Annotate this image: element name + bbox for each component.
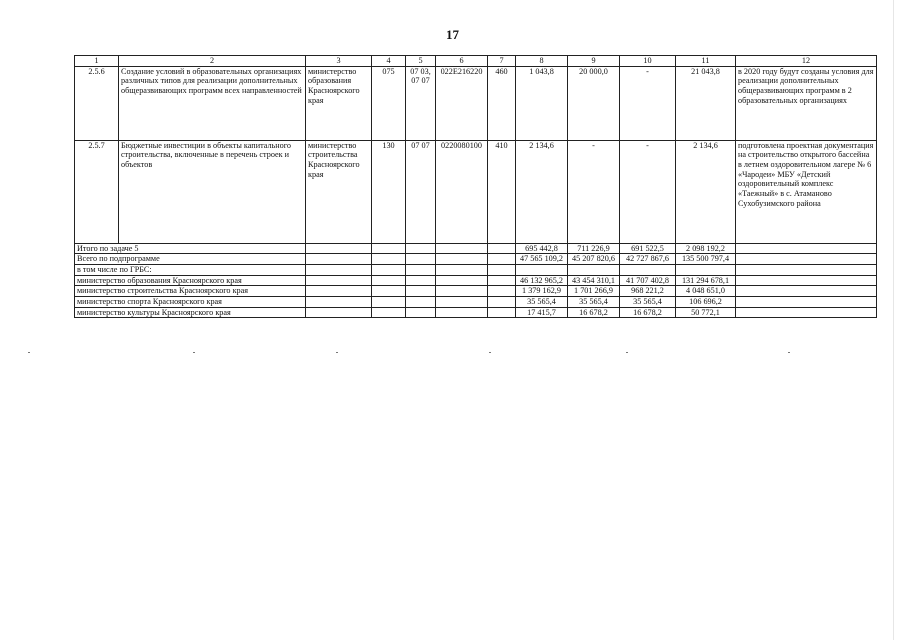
summary-label: министерство образования Красноярского края bbox=[75, 275, 306, 286]
table-row bbox=[75, 66, 877, 140]
item-total: 21 043,8 bbox=[676, 66, 736, 140]
scan-speck bbox=[489, 352, 491, 353]
summary-total: 50 772,1 bbox=[676, 307, 736, 318]
column-number: 5 bbox=[406, 56, 436, 67]
summary-row bbox=[75, 254, 877, 265]
item-grbs: 130 bbox=[372, 140, 406, 243]
summary-year2: 43 454 310,1 bbox=[568, 275, 620, 286]
item-csr: 0220080100 bbox=[436, 140, 488, 243]
table-row bbox=[75, 140, 877, 243]
item-rzpr: 07 03, 07 07 bbox=[406, 66, 436, 140]
item-gr: министерство образования Красноярского края bbox=[306, 66, 372, 140]
scan-speck bbox=[28, 352, 30, 353]
column-number: 4 bbox=[372, 56, 406, 67]
summary-total: 2 098 192,2 bbox=[676, 243, 736, 254]
scan-edge bbox=[893, 0, 894, 640]
column-number: 12 bbox=[736, 56, 877, 67]
summary-year1 bbox=[516, 265, 568, 276]
summary-year1: 47 565 109,2 bbox=[516, 254, 568, 265]
item-result: подготовлена проектная документация на строительство открытого бассейна в летнем оздоровительном лагере № 6 «Чародеи» МБУ «Детский оздоровительный комплекс «Таежный» в с. Атаманово Сухобузимского района bbox=[736, 140, 877, 243]
summary-year1: 17 415,7 bbox=[516, 307, 568, 318]
summary-total: 135 500 797,4 bbox=[676, 254, 736, 265]
column-number: 3 bbox=[306, 56, 372, 67]
column-number: 1 bbox=[75, 56, 119, 67]
summary-row bbox=[75, 243, 877, 254]
item-year2: 20 000,0 bbox=[568, 66, 620, 140]
item-name: Создание условий в образовательных организациях различных типов для реализации дополнительных общеразвивающих программ всех направленностей bbox=[119, 66, 306, 140]
item-year1: 1 043,8 bbox=[516, 66, 568, 140]
summary-label: министерство строительства Красноярского края bbox=[75, 286, 306, 297]
summary-row bbox=[75, 307, 877, 318]
summary-year1: 46 132 965,2 bbox=[516, 275, 568, 286]
summary-year1: 1 379 162,9 bbox=[516, 286, 568, 297]
summary-row bbox=[75, 275, 877, 286]
summary-year3: 691 522,5 bbox=[620, 243, 676, 254]
summary-year2: 1 701 266,9 bbox=[568, 286, 620, 297]
summary-total: 4 048 651,0 bbox=[676, 286, 736, 297]
column-number: 9 bbox=[568, 56, 620, 67]
summary-year3: 16 678,2 bbox=[620, 307, 676, 318]
item-grbs: 075 bbox=[372, 66, 406, 140]
scan-speck bbox=[626, 352, 628, 353]
summary-year3: 41 707 402,8 bbox=[620, 275, 676, 286]
item-vr: 460 bbox=[488, 66, 516, 140]
summary-year2: 711 226,9 bbox=[568, 243, 620, 254]
summary-label: Всего по подпрограмме bbox=[75, 254, 306, 265]
item-year3: - bbox=[620, 140, 676, 243]
summary-row bbox=[75, 286, 877, 297]
column-number: 6 bbox=[436, 56, 488, 67]
item-gr: министерство строительства Красноярского края bbox=[306, 140, 372, 243]
item-year3: - bbox=[620, 66, 676, 140]
column-number: 10 bbox=[620, 56, 676, 67]
item-number: 2.5.6 bbox=[75, 66, 119, 140]
page-number: 17 bbox=[446, 27, 459, 42]
summary-label: Итого по задаче 5 bbox=[75, 243, 306, 254]
column-number: 8 bbox=[516, 56, 568, 67]
column-number: 11 bbox=[676, 56, 736, 67]
summary-year3: 35 565,4 bbox=[620, 297, 676, 308]
summary-row bbox=[75, 265, 877, 276]
item-number: 2.5.7 bbox=[75, 140, 119, 243]
item-total: 2 134,6 bbox=[676, 140, 736, 243]
item-csr: 022E216220 bbox=[436, 66, 488, 140]
summary-year2: 16 678,2 bbox=[568, 307, 620, 318]
summary-year3: 42 727 867,6 bbox=[620, 254, 676, 265]
item-year2: - bbox=[568, 140, 620, 243]
summary-year2 bbox=[568, 265, 620, 276]
item-name: Бюджетные инвестиции в объекты капитального строительства, включенные в перечень строек и объектов bbox=[119, 140, 306, 243]
budget-table bbox=[74, 55, 877, 318]
summary-year2: 45 207 820,6 bbox=[568, 254, 620, 265]
summary-row bbox=[75, 297, 877, 308]
summary-label: министерство культуры Красноярского края bbox=[75, 307, 306, 318]
summary-label: министерство спорта Красноярского края bbox=[75, 297, 306, 308]
item-rzpr: 07 07 bbox=[406, 140, 436, 243]
summary-year3: 968 221,2 bbox=[620, 286, 676, 297]
scan-speck bbox=[336, 352, 338, 353]
summary-label: в том числе по ГРБС: bbox=[75, 265, 306, 276]
scan-speck bbox=[788, 352, 790, 353]
column-number-row bbox=[75, 56, 877, 67]
summary-year1: 35 565,4 bbox=[516, 297, 568, 308]
item-vr: 410 bbox=[488, 140, 516, 243]
summary-total: 106 696,2 bbox=[676, 297, 736, 308]
item-year1: 2 134,6 bbox=[516, 140, 568, 243]
summary-total bbox=[676, 265, 736, 276]
column-number: 2 bbox=[119, 56, 306, 67]
scan-speck bbox=[193, 352, 195, 353]
summary-total: 131 294 678,1 bbox=[676, 275, 736, 286]
item-result: в 2020 году будут созданы условия для реализации дополнительных общеразвивающих программ в 2 образовательных организациях bbox=[736, 66, 877, 140]
summary-year2: 35 565,4 bbox=[568, 297, 620, 308]
summary-year1: 695 442,8 bbox=[516, 243, 568, 254]
scan-artifacts bbox=[0, 352, 905, 358]
summary-year3 bbox=[620, 265, 676, 276]
column-number: 7 bbox=[488, 56, 516, 67]
